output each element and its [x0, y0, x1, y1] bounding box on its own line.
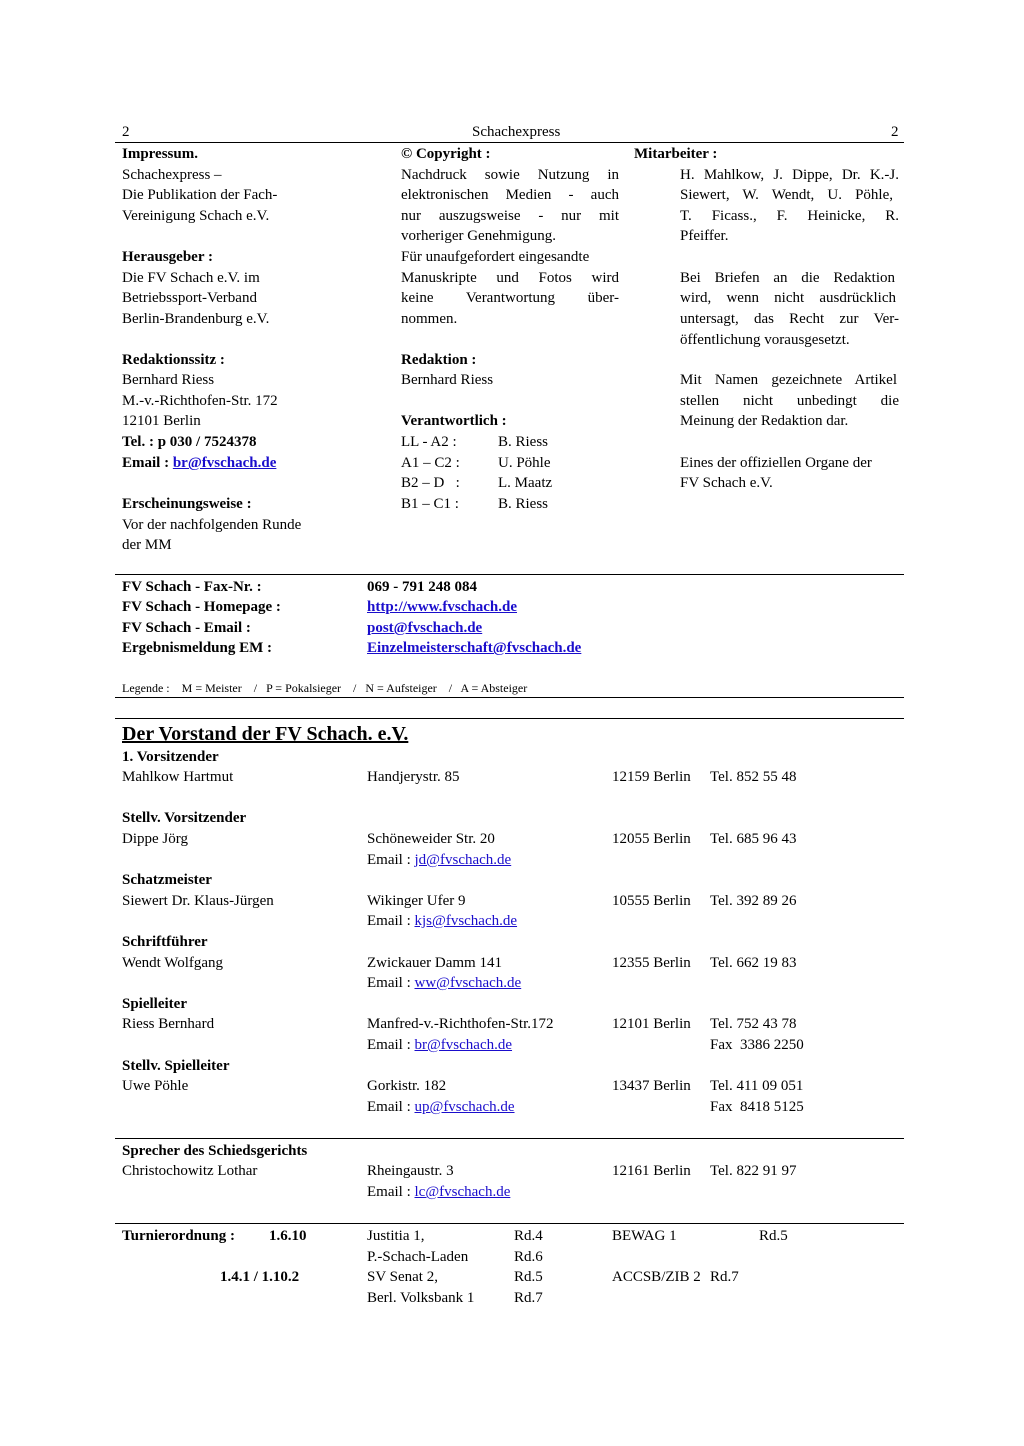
copyright-line: Manuskripte und Fotos wird	[401, 270, 619, 286]
schiedsgericht-email-row	[367, 1182, 510, 1202]
member-tel: Tel. 685 96 43	[710, 831, 797, 847]
artikel-line: Meinung der Redaktion dar.	[680, 413, 849, 429]
member-email-row	[367, 1035, 512, 1055]
email-label: FV Schach - Email :	[122, 620, 251, 636]
member-fax: Fax 3386 2250	[710, 1037, 804, 1053]
member-email-label: Email :	[367, 975, 415, 991]
schiedsgericht-email-link[interactable]: lc@fvschach.de	[414, 1184, 511, 1200]
turnier-section: 1.4.1 / 1.10.2	[220, 1269, 300, 1285]
impressum-line: Schachexpress –	[122, 167, 222, 183]
redaktion-name: Bernhard Riess	[401, 372, 494, 388]
mitarbeiter-line: Siewert, W. Wendt, U. Pöhle,	[680, 187, 893, 203]
turnier-round: Rd.7	[514, 1290, 543, 1306]
member-email-link[interactable]: up@fvschach.de	[414, 1099, 515, 1115]
member-street: Gorkistr. 182	[367, 1078, 447, 1094]
section-rule	[115, 574, 904, 575]
page-number-left: 2	[122, 124, 130, 140]
redaktion-heading: Redaktion :	[401, 352, 477, 368]
turnier-team: P.-Schach-Laden	[367, 1249, 469, 1265]
member-name: Dippe Jörg	[122, 831, 188, 847]
schiedsgericht-email-label: Email :	[367, 1184, 415, 1200]
member-tel: Tel. 852 55 48	[710, 769, 797, 785]
vorstand-rule	[115, 718, 904, 719]
mitarbeiter-line: Pfeiffer.	[680, 228, 729, 244]
member-city: 12101 Berlin	[612, 1016, 691, 1032]
turnier-rule	[115, 1223, 904, 1224]
organ-line: FV Schach e.V.	[680, 475, 773, 491]
member-street: Schöneweider Str. 20	[367, 831, 495, 847]
member-tel: Tel. 752 43 78	[710, 1016, 797, 1032]
header-rule	[115, 142, 904, 143]
turnier-team: SV Senat 2,	[367, 1269, 438, 1285]
erscheinung-line: Vor der nachfolgenden Runde	[122, 517, 302, 533]
schiedsgericht-name: Christochowitz Lothar	[122, 1163, 258, 1179]
herausgeber-line: Betriebssport-Verband	[122, 290, 257, 306]
turnier-round: Rd.4	[514, 1228, 543, 1244]
herausgeber-heading: Herausgeber :	[122, 249, 213, 265]
schiedsgericht-role: Sprecher des Schiedsgerichts	[122, 1143, 308, 1159]
member-role: Stellv. Spielleiter	[122, 1058, 230, 1074]
member-street: Wikinger Ufer 9	[367, 893, 466, 909]
ergebnis-label: Ergebnismeldung EM :	[122, 640, 273, 656]
fax-value: 069 - 791 248 084	[367, 579, 477, 595]
verantwortlich-heading: Verantwortlich :	[401, 413, 507, 429]
schiedsgericht-street: Rheingaustr. 3	[367, 1163, 454, 1179]
running-title: Schachexpress	[472, 124, 561, 140]
erscheinung-heading: Erscheinungsweise :	[122, 496, 252, 512]
legend-rule	[115, 697, 904, 698]
briefe-line: wird, wenn nicht ausdrücklich	[680, 290, 896, 306]
redaktion-phone: Tel. : p 030 / 7524378	[122, 434, 257, 450]
member-street: Zwickauer Damm 141	[367, 955, 502, 971]
redaktionssitz-line: 12101 Berlin	[122, 413, 201, 429]
member-street: Handjerystr. 85	[367, 769, 460, 785]
fax-label: FV Schach - Fax-Nr. :	[122, 579, 262, 595]
email-link[interactable]: post@fvschach.de	[367, 620, 483, 636]
organ-line: Eines der offiziellen Organe der	[680, 455, 872, 471]
herausgeber-line: Die FV Schach e.V. im	[122, 270, 260, 286]
member-city: 10555 Berlin	[612, 893, 691, 909]
member-role: Spielleiter	[122, 996, 187, 1012]
member-email-row	[367, 973, 521, 993]
member-city: 12159 Berlin	[612, 769, 691, 785]
mitarbeiter-heading: Mitarbeiter :	[634, 146, 718, 162]
turnier-round: Rd.5	[759, 1228, 788, 1244]
verantwortlich-range: A1 – C2 :	[401, 455, 460, 471]
verantwortlich-range: LL - A2 :	[401, 434, 457, 450]
member-name: Siewert Dr. Klaus-Jürgen	[122, 893, 274, 909]
turnier-team: BEWAG 1	[612, 1228, 677, 1244]
member-role: 1. Vorsitzender	[122, 749, 219, 765]
turnier-round: Rd.5	[514, 1269, 543, 1285]
member-name: Wendt Wolfgang	[122, 955, 224, 971]
schiedsgericht-tel: Tel. 822 91 97	[710, 1163, 797, 1179]
member-email-row	[367, 1097, 515, 1117]
impressum-line: Vereinigung Schach e.V.	[122, 208, 270, 224]
copyright-line: nommen.	[401, 311, 458, 327]
redaktion-email-link[interactable]: br@fvschach.de	[172, 455, 277, 471]
herausgeber-line: Berlin-Brandenburg e.V.	[122, 311, 270, 327]
member-city: 12055 Berlin	[612, 831, 691, 847]
member-role: Stellv. Vorsitzender	[122, 810, 247, 826]
verantwortlich-name: L. Maatz	[498, 475, 553, 491]
mitarbeiter-line: H. Mahlkow, J. Dippe, Dr. K.-J.	[680, 167, 899, 183]
copyright-line: Nachdruck sowie Nutzung in	[401, 167, 619, 183]
copyright-line: elektronischen Medien - auch	[401, 187, 619, 203]
member-email-link[interactable]: jd@fvschach.de	[414, 852, 512, 868]
copyright-heading: © Copyright :	[401, 146, 491, 162]
member-city: 12355 Berlin	[612, 955, 691, 971]
member-email-row	[367, 911, 517, 931]
briefe-line: öffentlichung vorausgesetzt.	[680, 332, 850, 348]
member-email-label: Email :	[367, 1037, 415, 1053]
redaktion-email-row	[122, 453, 276, 473]
verantwortlich-range: B2 – D :	[401, 475, 460, 491]
member-fax: Fax 8418 5125	[710, 1099, 804, 1115]
turnier-team: Justitia 1,	[367, 1228, 425, 1244]
member-email-link[interactable]: kjs@fvschach.de	[414, 913, 518, 929]
vorstand-title: Der Vorstand der FV Schach. e.V.	[122, 723, 409, 745]
turnier-section: 1.6.10	[269, 1228, 307, 1244]
briefe-line: untersagt, das Recht zur Ver-	[680, 311, 899, 327]
member-tel: Tel. 411 09 051	[710, 1078, 804, 1094]
redaktion-email-label: Email :	[122, 455, 173, 471]
copyright-line: vorheriger Genehmigung.	[401, 228, 556, 244]
copyright-line: nur auszugsweise - nur mit	[401, 208, 619, 224]
verantwortlich-name: B. Riess	[498, 434, 549, 450]
erscheinung-line: der MM	[122, 537, 172, 553]
member-city: 13437 Berlin	[612, 1078, 691, 1094]
mitarbeiter-line: T. Ficass., F. Heinicke, R.	[680, 208, 899, 224]
homepage-link[interactable]: http://www.fvschach.de	[367, 599, 518, 615]
copyright-line: Für unaufgefordert eingesandte	[401, 249, 590, 265]
redaktionssitz-heading: Redaktionssitz :	[122, 352, 225, 368]
member-street: Manfred-v.-Richthofen-Str.172	[367, 1016, 554, 1032]
turnier-label: Turnierordnung :	[122, 1228, 235, 1244]
legend: Legende : M = Meister / P = Pokalsieger / N = Aufsteiger / A = Absteiger	[122, 681, 528, 695]
member-name: Uwe Pöhle	[122, 1078, 189, 1094]
turnier-round: Rd.7	[710, 1269, 739, 1285]
turnier-round: Rd.6	[514, 1249, 543, 1265]
ergebnis-link[interactable]: Einzelmeisterschaft@fvschach.de	[367, 640, 582, 656]
member-email-link[interactable]: ww@fvschach.de	[414, 975, 522, 991]
member-role: Schatzmeister	[122, 872, 212, 888]
member-role: Schriftführer	[122, 934, 208, 950]
briefe-line: Bei Briefen an die Redaktion	[680, 270, 895, 286]
redaktionssitz-line: M.-v.-Richthofen-Str. 172	[122, 393, 278, 409]
member-email-link[interactable]: br@fvschach.de	[414, 1037, 513, 1053]
redaktionssitz-line: Bernhard Riess	[122, 372, 215, 388]
member-email-label: Email :	[367, 852, 415, 868]
member-email-row	[367, 850, 511, 870]
copyright-line: keine Verantwortung über-	[401, 290, 619, 306]
member-name: Mahlkow Hartmut	[122, 769, 234, 785]
homepage-label: FV Schach - Homepage :	[122, 599, 281, 615]
artikel-line: Mit Namen gezeichnete Artikel	[680, 372, 897, 388]
page-number-right: 2	[891, 124, 899, 140]
turnier-team: ACCSB/ZIB 2	[612, 1269, 701, 1285]
turnier-team: Berl. Volksbank 1	[367, 1290, 475, 1306]
schiedsgericht-city: 12161 Berlin	[612, 1163, 691, 1179]
schiedsgericht-rule	[115, 1138, 904, 1139]
member-name: Riess Bernhard	[122, 1016, 215, 1032]
member-tel: Tel. 662 19 83	[710, 955, 797, 971]
verantwortlich-name: B. Riess	[498, 496, 549, 512]
member-email-label: Email :	[367, 913, 415, 929]
verantwortlich-name: U. Pöhle	[498, 455, 551, 471]
artikel-line: stellen nicht unbedingt die	[680, 393, 899, 409]
member-email-label: Email :	[367, 1099, 415, 1115]
impressum-line: Die Publikation der Fach-	[122, 187, 278, 203]
member-tel: Tel. 392 89 26	[710, 893, 797, 909]
verantwortlich-range: B1 – C1 :	[401, 496, 459, 512]
impressum-heading: Impressum.	[122, 146, 198, 162]
